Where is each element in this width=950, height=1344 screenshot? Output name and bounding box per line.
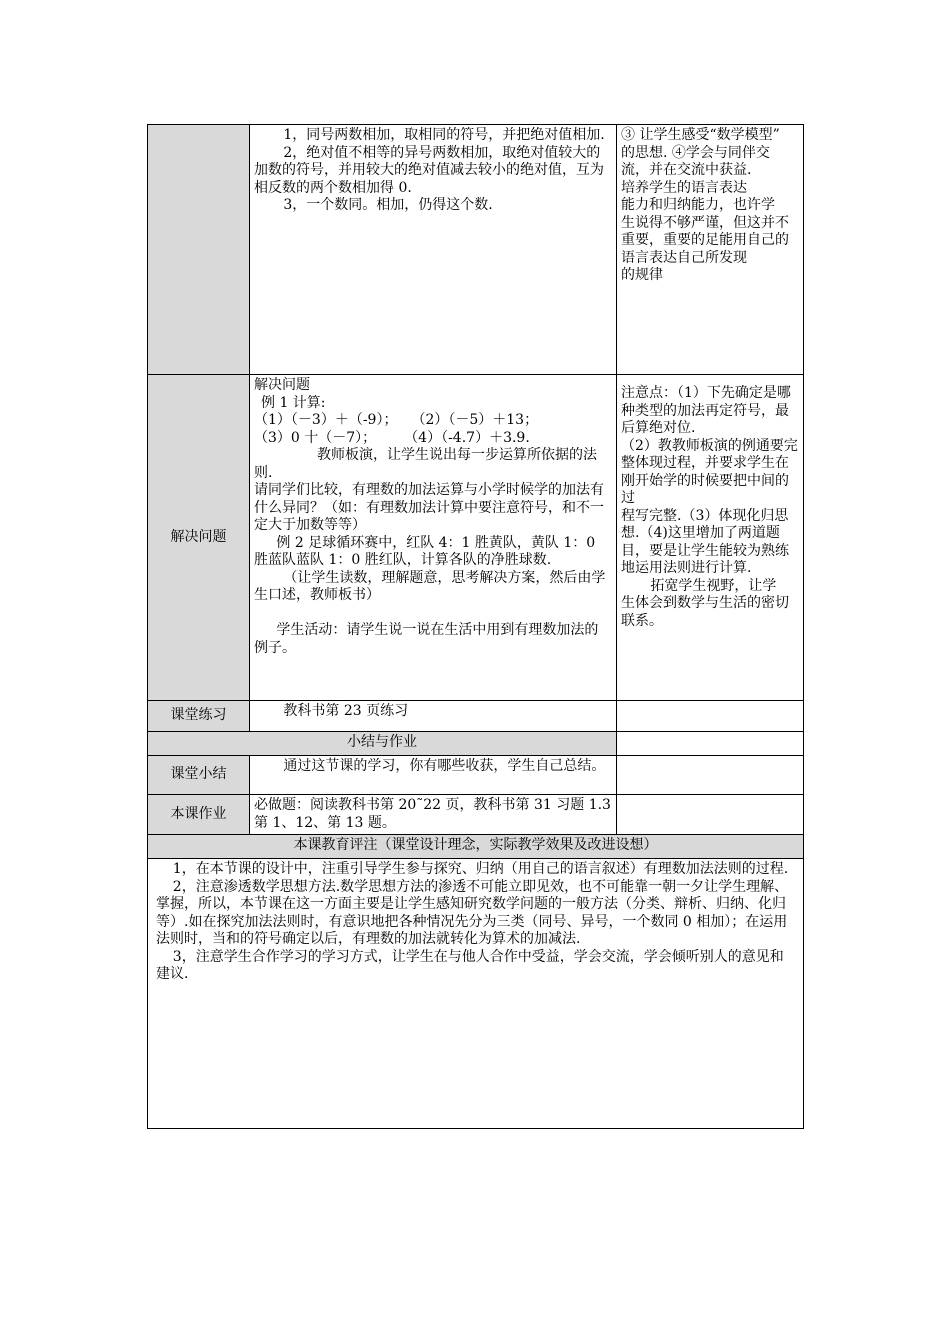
homework-text: 必做题：阅读教科书第 20˜22 页，教科书第 31 习题 1.3 第 1、12、第 13 题。: [254, 797, 611, 831]
evaluation-header-row: [148, 835, 804, 859]
solve-note-4: 拓宽学生视野，让学: [650, 577, 777, 594]
evaluation-point-3: 3，注意学生合作学习的学习方式，让学生在与他人合作中受益，学会交流，学会倾听别人的意见和建议.: [156, 948, 784, 982]
example-1-title: 例 1 计算:: [261, 394, 326, 411]
homework-content-cell: [250, 795, 617, 835]
summary-header-cell: 小结与作业: [148, 732, 617, 756]
solve-note-2: （2）教教师板演的例通要完整体现过程，并要求学生在刚开始学的时候要把中间的过: [621, 437, 798, 506]
practice-label-cell: 课堂练习: [148, 701, 250, 732]
rules-note-6: 生说得不够严谨，但这并不重要，重要的足能用自己的语言表达自己所发现: [621, 214, 789, 266]
evaluation-point-2: 2，注意渗透数学思想方法.数学思想方法的渗透不可能立即见效，也不可能靠一朝一夕让学生理解、掌握，所以，本节课在这一方面主要是让学生感知研究数学问题的一般方法（分类、辩析、归纳、化归等）.如在探究加法法则时，有意识地把各种情况先分为三类（同号、异号，一个数同 0 相加）；在运用法则时，当和的符号确定以后，有理数的加法就转化为算术的加减法.: [156, 878, 789, 947]
rules-notes-cell: [617, 125, 804, 375]
solve-notes-cell: [617, 375, 804, 701]
homework-notes-cell: [617, 795, 804, 835]
example-1-line-2: （3）0 十（－7）； （4）（-4.7）＋3.9.: [254, 429, 530, 446]
rules-note-1: ③ 让学生感受“数学模型”: [621, 127, 780, 143]
solve-content-cell: [250, 375, 617, 701]
summary-header-row: [148, 732, 804, 756]
rule-3: 3，一个数同。相加，仍得这个数.: [283, 197, 493, 213]
rule-2: 2，绝对值不相等的异号两数相加，取绝对值较大的加数的符号，并用较大的绝对值减去较小的绝对值，互为相反数的两个数相加得 0.: [254, 144, 604, 196]
compare-question: 请同学们比较，有理数的加法运算与小学时候学的加法有什么异同？（如：有理数加法计算中要注意符号，和不一定大于加数等等）: [254, 482, 604, 533]
evaluation-header-cell: 本课教育评注（课堂设计理念，实际教学效果及改进设想）: [148, 835, 804, 859]
student-activity: 学生活动：请学生说一说在生活中用到有理数加法的例子。: [254, 622, 599, 656]
practice-notes-cell: [617, 701, 804, 732]
summary-label-cell: 课堂小结: [148, 756, 250, 795]
rules-content-cell: [250, 125, 617, 375]
practice-text: 教科书第 23 页练习: [283, 703, 409, 719]
practice-row: [148, 701, 804, 732]
evaluation-row: [148, 859, 804, 1129]
summary-content-cell: [250, 756, 617, 795]
solve-row: [148, 375, 804, 701]
solve-note-3: 程写完整.（3）体现化归思想.（4)这里增加了两道题目，要是让学生能较为熟练地运用法则进行计算.: [621, 507, 789, 576]
rules-note-7: 的规律: [621, 267, 663, 283]
rules-note-3: 流，并在交流中获益.: [621, 162, 752, 178]
example-1-line-1: （1）（－3）＋（-9）； （2）（－5）＋13；: [254, 412, 539, 428]
solve-note-1: 注意点：（1）下先确定是哪种类型的加法再定符号，最后算绝对位.: [621, 385, 791, 436]
rules-note-5: 能力和归纳能力，也许学: [621, 197, 775, 213]
rules-note-2: 的思想. ④学会与同伴交: [621, 144, 770, 161]
summary-notes-cell: [617, 756, 804, 795]
practice-content-cell: [250, 701, 617, 732]
rules-label-cell: [148, 125, 250, 375]
evaluation-cell: [148, 859, 804, 1129]
solve-label-cell: 解决问题: [148, 375, 250, 701]
solve-note-5: 生体会到数学与生活的密切联系。: [621, 595, 789, 629]
rules-row: [148, 125, 804, 375]
lesson-plan-table: [147, 124, 804, 1129]
solve-heading: 解决问题: [254, 377, 310, 393]
summary-header-blank-cell: [617, 732, 804, 756]
rule-1: 1，同号两数相加，取相同的符号，并把绝对值相加.: [283, 127, 605, 143]
teacher-demo-text: 教师板演，让学生说出每一步运算所依据的法则.: [254, 447, 597, 481]
evaluation-point-1: 1，在本节课的设计中，注重引导学生参与探究、归纳（用自己的语言叙述）有理数加法法则的过程.: [172, 861, 789, 877]
summary-row: [148, 756, 804, 795]
example-2-method: （让学生读数，理解题意，思考解决方案，然后由学生口述，教师板书）: [254, 569, 606, 603]
homework-row: [148, 795, 804, 835]
blank-line: [254, 605, 612, 623]
example-2-text: 例 2 足球循环赛中，红队 4：1 胜黄队，黄队 1：0 胜蓝队蓝队 1：0 胜红队，计算各队的净胜球数.: [254, 534, 596, 568]
homework-label-cell: 本课作业: [148, 795, 250, 835]
rules-note-4: 培养学生的语言表达: [621, 179, 747, 196]
summary-text: 通过这节课的学习，你有哪些收获，学生自己总结。: [283, 758, 606, 774]
